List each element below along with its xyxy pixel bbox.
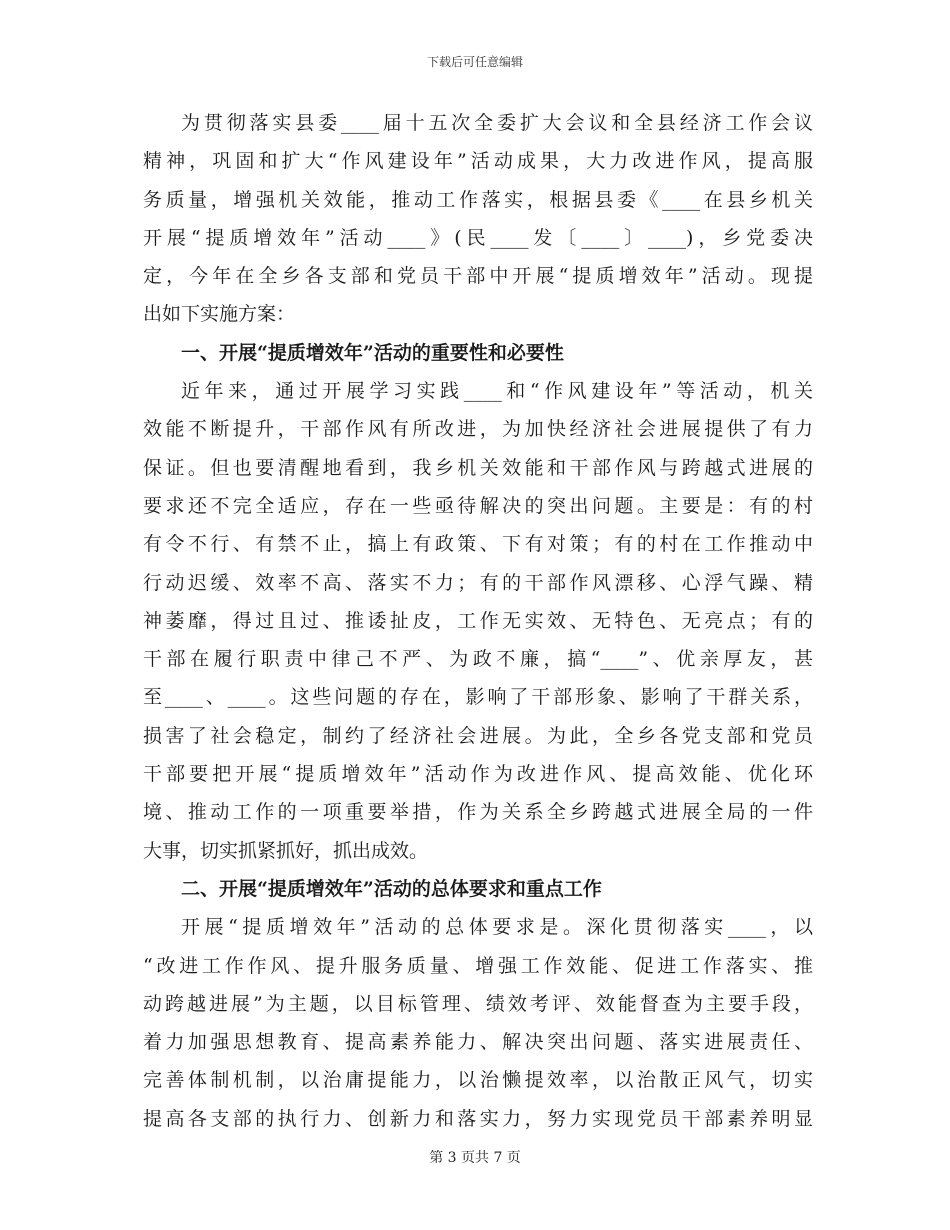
text-line: 至____、____。这些问题的存在，影响了干部形象、影响了干群关系，	[143, 686, 813, 709]
text-line: 出如下实施方案：	[143, 303, 296, 326]
text-line: 损害了社会稳定，制约了经济社会进展。为此，全乡各党支部和党员	[143, 724, 813, 747]
section-heading: 一、开展“提质增效年”活动的重要性和必要性	[181, 341, 564, 364]
text-line: 大事，切实抓紧抓好，抓出成效。	[143, 839, 429, 862]
page-header: 下载后可任意编辑	[426, 55, 523, 69]
text-line: 行动迟缓、效率不高、落实不力；有的干部作风漂移、心浮气躁、精	[143, 571, 813, 594]
text-line: 为贯彻落实县委____届十五次全委扩大会议和全县经济工作会议	[181, 112, 813, 134]
text-line: 开展“提质增效年”活动____》(民____发〔____〕____)，乡党委决	[143, 226, 813, 249]
text-line: 开展“提质增效年”活动的总体要求是。深化贯彻落实____，以	[181, 916, 813, 939]
text-line: 效能不断提升，干部作风有所改进，为加快经济社会进展提供了有力	[143, 418, 813, 441]
document-body	[143, 104, 813, 1138]
text-line: 完善体制机制，以治庸提能力，以治懒提效率，以治散正风气，切实	[143, 1069, 813, 1092]
text-line: 干部在履行职责中律己不严、为政不廉，搞“____”、优亲厚友，甚	[143, 648, 813, 671]
text-line: 定，今年在全乡各支部和党员干部中开展“提质增效年”活动。现提	[143, 265, 813, 288]
text-line: 提高各支部的执行力、创新力和落实力，努力实现党员干部素养明显	[143, 1107, 813, 1130]
text-line: 有令不行、有禁不止，搞上有政策、下有对策；有的村在工作推动中	[143, 533, 813, 556]
text-line: “改进工作作风、提升服务质量、增强工作效能、促进工作落实、推	[143, 954, 813, 977]
text-line: 着力加强思想教育、提高素养能力、解决突出问题、落实进展责任、	[143, 1031, 813, 1054]
text-line: 神萎靡，得过且过、推诿扯皮，工作无实效、无特色、无亮点；有的	[143, 609, 813, 632]
text-line: 精神，巩固和扩大“作风建设年”活动成果，大力改进作风，提高服	[143, 150, 813, 173]
page-footer: 第 3 页共 7 页	[429, 1150, 521, 1166]
section-heading: 二、开展“提质增效年”活动的总体要求和重点工作	[181, 877, 602, 900]
text-line: 要求还不完全适应，存在一些亟待解决的突出问题。主要是：有的村	[143, 494, 813, 517]
text-line: 务质量，增强机关效能，推动工作落实，根据县委《____在县乡机关	[143, 188, 813, 211]
text-line: 干部要把开展“提质增效年”活动作为改进作风、提高效能、优化环	[143, 763, 813, 786]
text-line: 保证。但也要清醒地看到，我乡机关效能和干部作风与跨越式进展的	[143, 456, 813, 479]
text-line: 境、推动工作的一项重要举措，作为关系全乡跨越式进展全局的一件	[143, 801, 813, 824]
text-line: 动跨越进展”为主题，以目标管理、绩效考评、效能督查为主要手段，	[143, 992, 813, 1015]
text-line: 近年来，通过开展学习实践____和“作风建设年”等活动，机关	[181, 380, 813, 403]
